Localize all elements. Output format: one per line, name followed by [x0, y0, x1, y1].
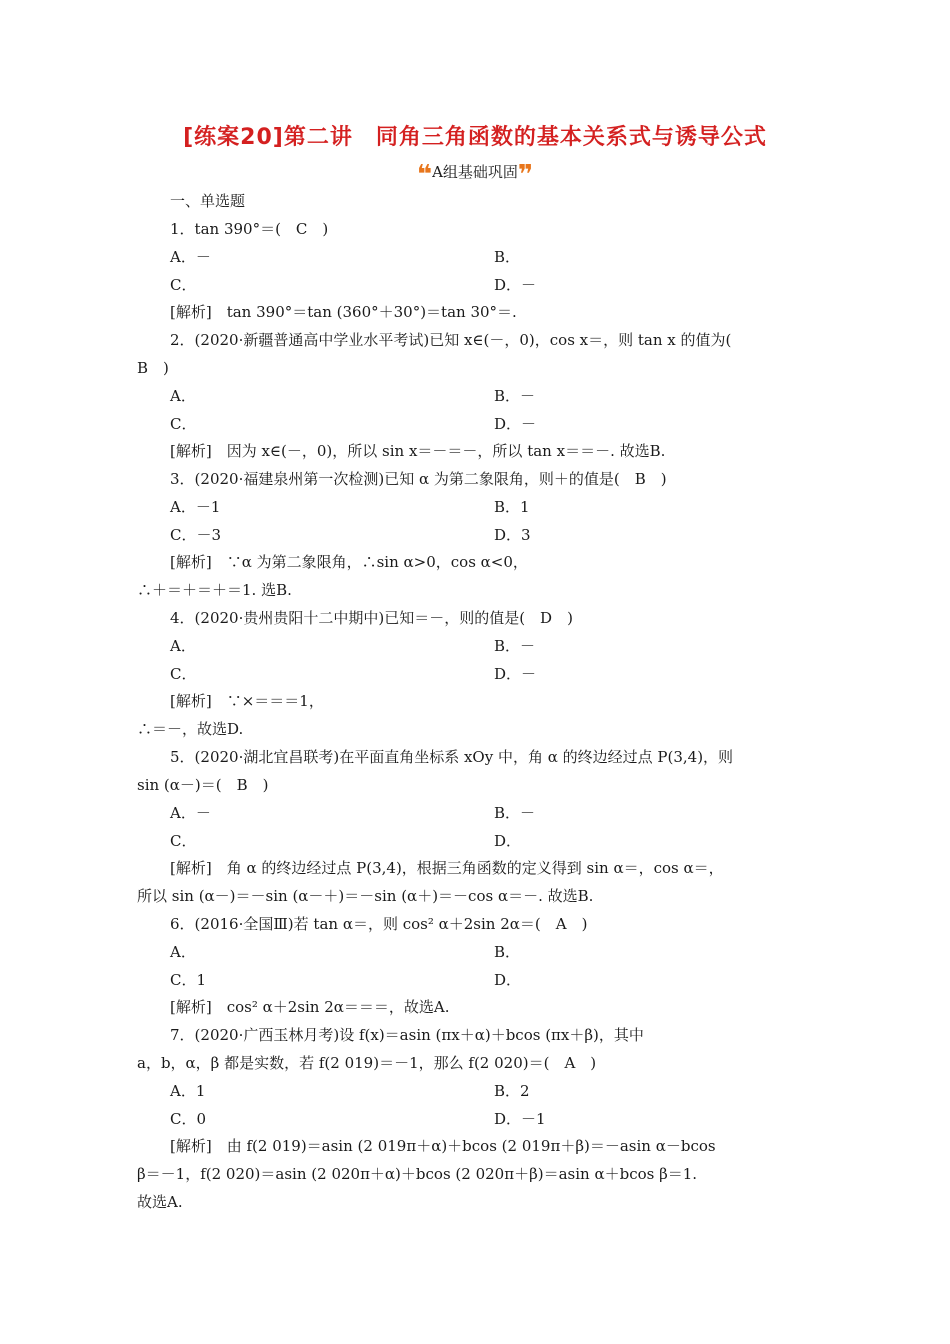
text-line: ∴＝－，故选D. [137, 720, 244, 738]
text-line: [解析] cos² α＋2sin 2α＝＝＝，故选A. [170, 998, 450, 1016]
text-line: 故选A. [137, 1193, 183, 1211]
text-line: 3．(2020·福建泉州第一次检测)已知 α 为第二象限角，则＋的值是( B ) [170, 470, 667, 488]
text-line: β＝－1，f(2 020)＝asin (2 020π＋α)＋bcos (2 020π＋β)＝asin α＋bcos β＝1. [137, 1165, 698, 1183]
text-line: [解析] ∵×＝＝＝1， [170, 692, 324, 710]
group-label: A组基础巩固 [432, 163, 518, 181]
text-line: A． [170, 943, 196, 961]
text-line: A．1 [170, 1082, 206, 1100]
text-line: C．－3 [170, 526, 222, 544]
text-line: A．－ [170, 248, 211, 266]
text-line: 1．tan 390°＝( C ) [170, 220, 329, 238]
text-line: C．1 [170, 971, 207, 989]
text-line: B．－ [494, 387, 536, 405]
text-line: [解析] tan 390°＝tan (360°＋30°)＝tan 30°＝. [170, 303, 517, 321]
text-line: D． [494, 832, 522, 850]
text-line: B． [494, 943, 521, 961]
text-line: B．－ [494, 804, 536, 822]
text-line: [解析] 角 α 的终边经过点 P(3,4)，根据三角函数的定义得到 sin α＝，cos α＝， [170, 859, 724, 877]
text-line: D． [494, 971, 522, 989]
text-line: B．－ [494, 637, 536, 655]
close-quote-icon: ❞ [517, 160, 534, 190]
text-line: [解析] 由 f(2 019)＝asin (2 019π＋α)＋bcos (2 019π＋β)＝－asin α－bcos [170, 1137, 716, 1155]
text-line: D．－ [494, 415, 537, 433]
text-line: C． [170, 832, 197, 850]
text-line: D．3 [494, 526, 531, 544]
text-line: sin (α－)＝( B ) [137, 776, 269, 794]
text-line: D．－ [494, 276, 537, 294]
text-line: a，b，α，β 都是实数，若 f(2 019)＝－1，那么 f(2 020)＝( A ) [137, 1054, 597, 1072]
text-line: C．0 [170, 1110, 207, 1128]
text-line: 5．(2020·湖北宜昌联考)在平面直角坐标系 xOy 中，角 α 的终边经过点 P(3,4)，则 [170, 748, 734, 766]
open-quote-icon: ❝ [416, 160, 433, 190]
text-line: A．－ [170, 804, 211, 822]
text-line: B．1 [494, 498, 530, 516]
text-line: C． [170, 415, 197, 433]
text-line: C． [170, 665, 197, 683]
text-line: 7．(2020·广西玉林月考)设 f(x)＝asin (πx＋α)＋bcos (πx＋β)，其中 [170, 1026, 644, 1044]
text-line: A． [170, 387, 196, 405]
text-line: B ) [137, 359, 169, 377]
text-line: ∴＋＝＋＝＋＝1. 选B. [137, 581, 292, 599]
group-header [0, 160, 950, 190]
text-line: B．2 [494, 1082, 530, 1100]
text-line: [解析] ∵α 为第二象限角，∴sin α>0，cos α<0， [170, 553, 528, 571]
text-line: [解析] 因为 x∈(－，0)，所以 sin x＝－＝－，所以 tan x＝＝－. 故选B. [170, 442, 666, 460]
page-title: [练案20]第二讲 同角三角函数的基本关系式与诱导公式 [183, 125, 767, 150]
text-line: 4．(2020·贵州贵阳十二中期中)已知＝－，则的值是( D ) [170, 609, 573, 627]
text-line: 2．(2020·新疆普通高中学业水平考试)已知 x∈(－，0)，cos x＝，则 tan x 的值为( [170, 331, 732, 349]
text-line: B． [494, 248, 521, 266]
text-line: A． [170, 637, 196, 655]
text-line: 所以 sin (α－)＝－sin (α－＋)＝－sin (α＋)＝－cos α＝－. 故选B. [137, 887, 594, 905]
text-line: D．－1 [494, 1110, 546, 1128]
text-line: A．－1 [170, 498, 221, 516]
text-line: D．－ [494, 665, 537, 683]
text-line: 6．(2016·全国Ⅲ)若 tan α＝，则 cos² α＋2sin 2α＝( A ) [170, 915, 588, 933]
section-heading: 一、单选题 [170, 192, 246, 210]
text-line: C． [170, 276, 197, 294]
